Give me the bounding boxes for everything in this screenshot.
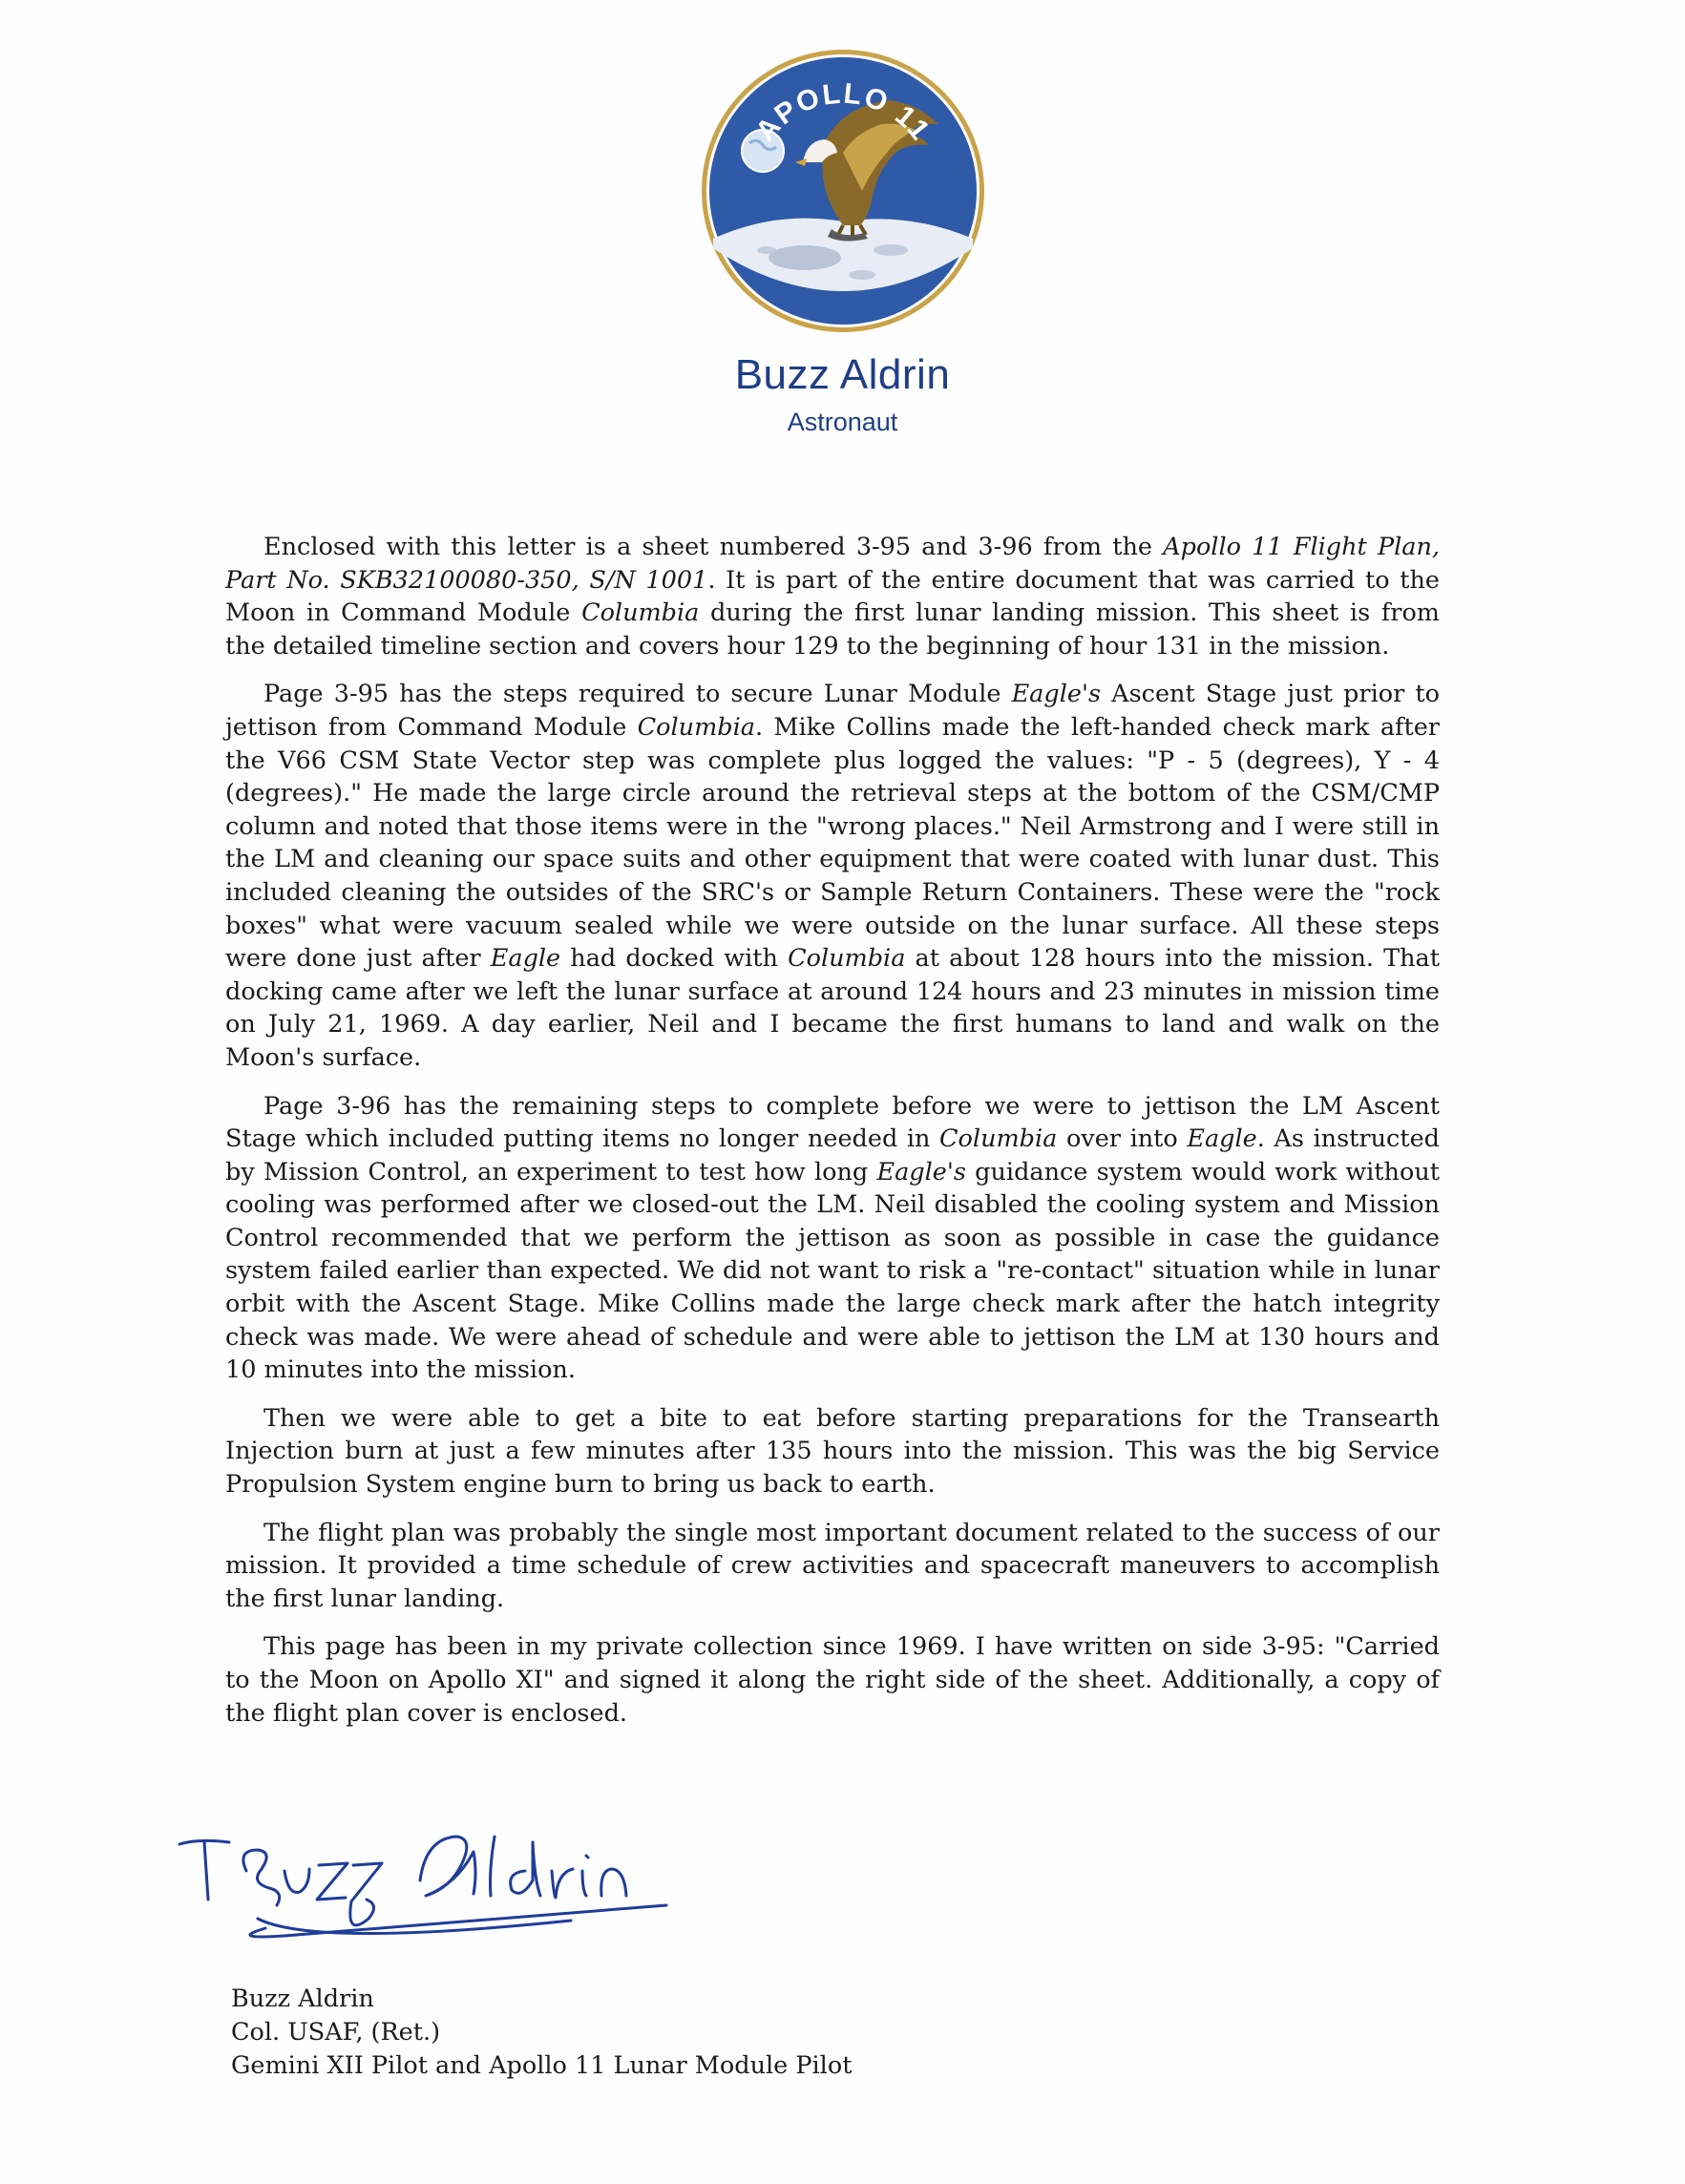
paragraph-italic: Eagle's — [876, 1157, 966, 1186]
signer-rank: Col. USAF, (Ret.) — [231, 2018, 441, 2047]
signature-text: Buzz Aldrin — [456, 1957, 462, 1958]
handwritten-signature-icon — [170, 1814, 743, 1966]
paragraph-text: over into — [1057, 1124, 1188, 1154]
paragraph-text: at about 128 hours into the mission. That docking came after we left the lunar surface at around 124 hours and 23 minutes in mission time on July 21, 1969. A day earlier, Neil and I became the first humans to land and walk on the Moon's surface. — [225, 944, 1440, 1072]
apollo-11-mission-patch-icon — [700, 48, 986, 334]
paragraph-text: Ascent Stage just prior to jettison from Command Module — [225, 680, 1440, 742]
paragraph-5: The flight plan was probably the single most important document related to the success of our mission. It provided a time schedule of crew activities and spacecraft maneuvers to accomplish the first lunar landing. — [225, 1518, 1440, 1613]
signer-name: Buzz Aldrin — [231, 1984, 374, 2013]
paragraph-3 — [225, 1090, 1440, 1387]
paragraph-text: Page 3-95 has the steps required to secure Lunar Module — [263, 680, 1012, 709]
paragraph-text: Enclosed with this letter is a sheet numbered 3-95 and 3-96 from the — [263, 533, 1164, 561]
paragraph-6: This page has been in my private collection since 1969. I have written on side 3-95: "Carried to the Moon on Apollo XI" and signed it along the right side of the sheet. Additionally, a copy of the flight plan cover is enclosed. — [225, 1632, 1440, 1728]
paragraph-italic: Columbia — [788, 944, 906, 974]
paragraph-text: . It is part of the entire document that was carried to the Moon in Command Module — [225, 565, 1440, 628]
signature-graphic — [170, 1814, 743, 1966]
letterhead-title: Astronaut — [787, 408, 898, 436]
paragraph-text: guidance system would work without cooling was performed after we closed-out the LM. Neil disabled the cooling system and Mission Control recommended that we perform the jettison as soon as possible in case the guidance system failed earlier than expected. We did not want to risk a "re-contact" situation while in lunar orbit with the Ascent Stage. Mike Collins made the large check mark after the hatch integrity check was made. We were ahead of schedule and were able to jettison the LM at 130 hours and 10 minutes into the mission. — [225, 1157, 1440, 1385]
paragraph-text: during the first lunar landing mission. This sheet is from the detailed timeline section and covers hour 129 to the beginning of hour 131 in the mission. — [225, 598, 1440, 661]
paragraph-text: Page 3-96 has the remaining steps to complete before we were to jettison the LM Ascent Stage which included putting items no longer needed in — [225, 1091, 1440, 1154]
paragraph-text: . As instructed by Mission Control, an experiment to test how long — [225, 1124, 1440, 1186]
paragraph-text: had docked with — [560, 944, 789, 974]
seal-title: APOLLO 11 — [749, 77, 937, 148]
paragraph-italic: Apollo 11 Flight Plan, Part No. SKB32100080-350, S/N 1001 — [225, 533, 1441, 595]
paragraph-italic: Eagle's — [1011, 680, 1102, 709]
paragraph-2 — [225, 678, 1440, 1074]
seal-graphic — [700, 48, 986, 334]
paragraph-italic: Columbia — [637, 712, 755, 742]
paragraph-text: . Mike Collins made the left-handed check mark after the V66 CSM State Vector step was complete plus logged the values: "P - 5 (degrees), Y - 4 (degrees)." He made the large circle around the retrieval steps at the bottom of the CSM/CMP column and noted that those items were in the "wrong places." Neil Armstrong and I were still in the LM and cleaning our space suits and other equipment that were coated with lunar dust. This included cleaning the outsides of the SRC's or Sample Return Containers. These were the "rock boxes" what were vacuum sealed while we were outside on the lunar surface. All these steps were done just after — [225, 712, 1440, 974]
letterhead-name: Buzz Aldrin — [734, 351, 951, 398]
signature-block — [231, 1983, 852, 2083]
paragraph-italic: Columbia — [581, 598, 700, 628]
paragraph-italic: Eagle — [490, 944, 561, 974]
paragraph-italic: Eagle — [1187, 1124, 1257, 1154]
paragraph-italic: Columbia — [939, 1124, 1058, 1154]
signer-position: Gemini XII Pilot and Apollo 11 Lunar Module Pilot — [231, 2051, 853, 2080]
paragraph-1 — [225, 531, 1440, 662]
letter-body — [225, 531, 1440, 1745]
paragraph-4: Then we were able to get a bite to eat before starting preparations for the Transearth Injection burn at just a few minutes after 135 hours into the mission. This was the big Service Propulsion System engine burn to bring us back to earth. — [225, 1403, 1440, 1500]
